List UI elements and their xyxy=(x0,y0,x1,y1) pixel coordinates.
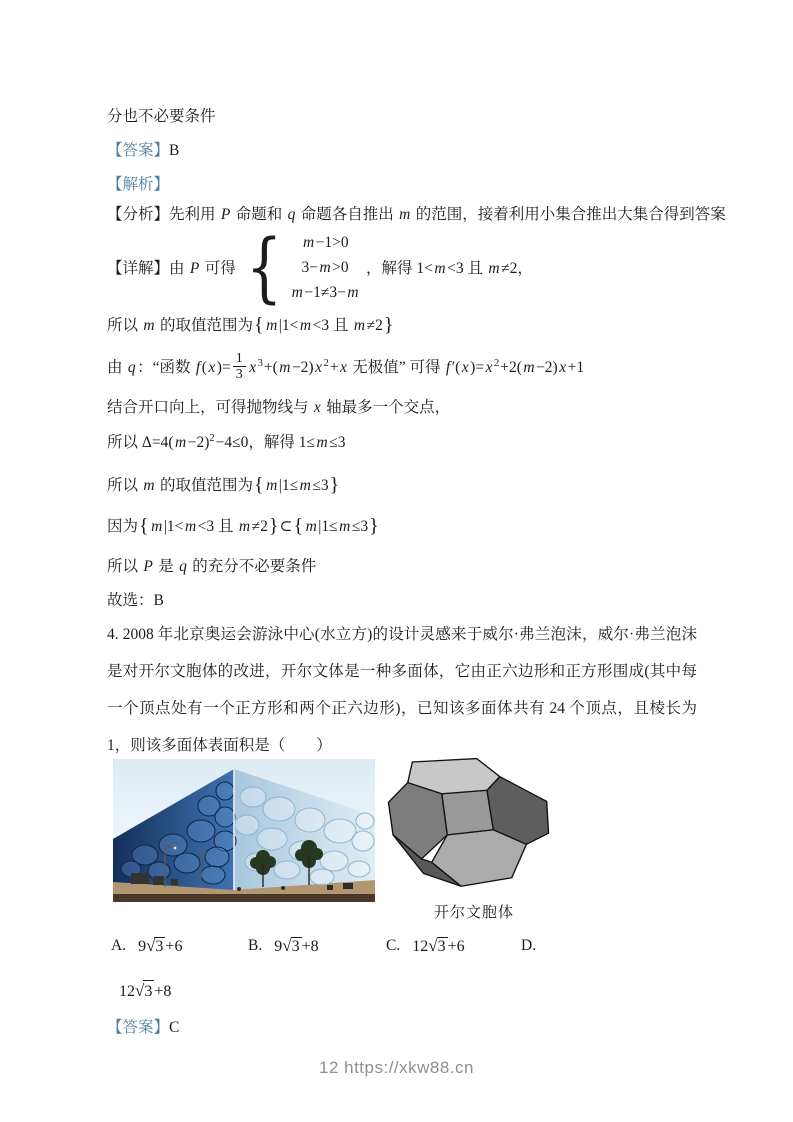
text-segment: 可得 xyxy=(200,260,236,277)
answer-value-q3: B xyxy=(169,142,180,159)
radicand: 3 xyxy=(437,938,446,955)
sqrt-radical-icon: √ xyxy=(146,936,156,955)
system-row-1 xyxy=(301,230,348,255)
text-segment: 所以 xyxy=(107,317,142,334)
answer-line-q4 xyxy=(107,1017,697,1039)
text-segment: m xyxy=(305,518,317,535)
text-segment: m xyxy=(353,317,366,334)
text-segment: 由 xyxy=(169,260,189,277)
constant-term: +8 xyxy=(154,983,172,1000)
text-segment: 轴最多一个交点， xyxy=(322,399,451,416)
text-segment: ≤3 xyxy=(312,477,329,494)
range-line-2 xyxy=(107,472,697,499)
radicand: 3 xyxy=(155,938,164,955)
kelvin-cell-figure xyxy=(379,750,569,922)
range-line-1 xyxy=(107,312,697,339)
text-segment: <3 且 xyxy=(197,518,238,535)
text-segment: { xyxy=(293,515,304,537)
text-segment: 2 xyxy=(493,358,500,369)
text-segment: } xyxy=(268,515,279,537)
q-line-suffix xyxy=(248,355,584,377)
text-segment: 因为 xyxy=(107,518,139,535)
text-segment: x xyxy=(313,399,321,416)
sqrt-radical-icon: √ xyxy=(135,981,145,1000)
text-segment: 3− xyxy=(301,258,318,276)
text-segment: −1≠3− xyxy=(304,283,346,301)
text-segment: f xyxy=(445,359,451,376)
text-segment: P xyxy=(143,558,153,575)
system-row-3 xyxy=(290,280,360,305)
text-segment: { xyxy=(253,474,264,496)
page-footer: 12 https://xkw88.cn xyxy=(318,1058,475,1077)
system-row-2 xyxy=(301,255,348,280)
text-segment: q xyxy=(127,359,136,376)
text-segment: −2) xyxy=(187,434,210,451)
text-segment: { xyxy=(139,515,149,537)
text-segment: m xyxy=(434,260,446,277)
text-segment: )= xyxy=(470,359,485,376)
text-segment: m xyxy=(291,283,303,301)
option-a-formula xyxy=(138,936,182,956)
text-segment: 先利用 xyxy=(169,206,220,223)
text-segment: m xyxy=(316,434,328,451)
text-segment: m xyxy=(151,518,163,535)
text-segment: m xyxy=(319,258,331,276)
option-d-formula-line xyxy=(119,980,697,1003)
text-segment: m xyxy=(299,317,312,334)
parabola-line xyxy=(107,397,697,419)
sqrt-radical-icon: √ xyxy=(428,936,438,955)
text-segment: 结合开口向上，可得抛物线与 xyxy=(107,399,313,416)
text-segment: m xyxy=(299,477,311,494)
text-segment: ，解得 1< xyxy=(366,260,433,277)
radicand: 3 xyxy=(143,980,154,1003)
subset-line xyxy=(107,513,697,540)
text-segment: x xyxy=(208,359,216,376)
text-segment: −4≤0，解得 1≤ xyxy=(215,434,315,451)
text-segment: 2 xyxy=(209,433,215,444)
text-segment: ′( xyxy=(451,359,461,376)
text-segment: q xyxy=(287,206,296,223)
text-segment: )= xyxy=(216,359,231,376)
option-c-formula xyxy=(412,936,464,956)
system-prefix xyxy=(169,256,236,278)
text-segment: } xyxy=(329,474,340,496)
option-c xyxy=(386,936,521,956)
fraction-numerator: 1 xyxy=(233,351,246,367)
line-sufficiency-tail: 分也不必要条件 xyxy=(107,108,216,125)
fraction-one-third xyxy=(233,351,246,382)
text-segment: |1≤ xyxy=(318,518,338,535)
text-segment: 命题各自推出 xyxy=(296,206,398,223)
fenxi-label: 【分析】 xyxy=(107,206,170,223)
text-segment: f xyxy=(195,359,201,376)
text-segment: x xyxy=(559,359,567,376)
text-segment: 所以 xyxy=(107,477,142,494)
text-segment: + xyxy=(329,359,339,376)
text-segment: |1< xyxy=(163,518,184,535)
text-segment: m xyxy=(279,359,291,376)
text-segment: 由 xyxy=(107,359,127,376)
text-segment: ≤3 xyxy=(329,434,346,451)
constant-term: +6 xyxy=(165,938,183,955)
page-content xyxy=(107,100,726,1039)
text-segment: P xyxy=(189,260,200,277)
text-segment: m xyxy=(184,518,197,535)
text-segment: m xyxy=(266,477,278,494)
delta-line xyxy=(107,425,697,456)
question-4-figures xyxy=(107,756,697,921)
xiangjie-label: 【详解】 xyxy=(107,260,170,277)
option-d xyxy=(521,936,548,956)
radicand: 3 xyxy=(291,938,300,955)
text-segment: m xyxy=(488,260,500,277)
option-d-formula xyxy=(119,980,171,1003)
coefficient: 12 xyxy=(119,983,135,1000)
text-segment: m xyxy=(266,317,278,334)
text-segment: 所以 Δ=4( xyxy=(107,434,174,451)
coefficient: 9 xyxy=(138,938,147,955)
coefficient: 12 xyxy=(412,938,429,955)
text-segment: +1 xyxy=(567,359,585,376)
text-segment: m xyxy=(143,477,155,494)
options-row xyxy=(111,936,697,956)
answer-label: 【答案】 xyxy=(107,1019,170,1036)
analysis-header-q3 xyxy=(107,174,697,196)
text-segment: x xyxy=(461,359,469,376)
text-segment: } xyxy=(383,314,394,336)
fenxi-text xyxy=(169,206,726,223)
text-segment: q xyxy=(179,558,187,575)
text-segment: 无极值” 可得 xyxy=(348,359,445,376)
text-segment: x xyxy=(339,359,347,376)
text-segment: 的充分不必要条件 xyxy=(188,558,317,575)
text-segment: P xyxy=(220,206,231,223)
left-brace: { xyxy=(245,222,283,311)
truncated-octahedron-icon xyxy=(382,750,566,900)
constant-term: +8 xyxy=(301,938,319,955)
question-4-stem: 4. 2008 年北京奥运会游泳中心(水立方)的设计灵感来于威尔·弗兰泡沫，威尔·弗兰泡沫是对开尔文胞体的改进，开尔文体是一种多面体，它由正六边形和正方形围成(其中每一个顶点处有一个正方形和两个正六边形)，已知该多面体共有 24 个顶点，且棱长为 1，则该多面体表面积是（ ） xyxy=(107,626,697,754)
answer-label: 【答案】 xyxy=(107,142,170,159)
text-segment: x xyxy=(485,359,493,376)
inequality-system xyxy=(290,230,360,305)
answer-line-q3 xyxy=(107,140,697,162)
option-d-label: D. xyxy=(521,937,537,954)
text-segment: m xyxy=(339,518,351,535)
text-segment: 的取值范围为 xyxy=(156,477,253,494)
option-a-label: A. xyxy=(111,937,127,954)
text-segment: 是 xyxy=(154,558,178,575)
option-b-formula xyxy=(274,936,318,956)
text-segment: m xyxy=(399,206,411,223)
text-segment: 所以 xyxy=(107,558,142,575)
choose-line-q3: 故选：B xyxy=(107,592,164,609)
fraction-denominator: 3 xyxy=(235,366,243,382)
text-segment: +( xyxy=(263,359,278,376)
water-cube-photo xyxy=(113,759,375,902)
text-segment: −1>0 xyxy=(315,233,349,251)
constant-term: +6 xyxy=(447,938,465,955)
text-segment: x xyxy=(249,359,257,376)
text-segment: >0 xyxy=(332,258,349,276)
option-b-label: B. xyxy=(248,937,263,954)
text-segment: ≤3 xyxy=(351,518,369,535)
text-segment: <3 且 xyxy=(312,317,353,334)
text-segment: } xyxy=(369,515,379,537)
text-segment: −2) xyxy=(536,359,558,376)
text-segment: ≠2， xyxy=(501,260,533,277)
text-segment: 3 xyxy=(257,358,263,369)
text-segment: 命题和 xyxy=(231,206,287,223)
q-condition-line xyxy=(107,343,697,389)
text-segment: ：“函数 xyxy=(137,359,195,376)
text-segment: x xyxy=(315,359,322,376)
text-segment: m xyxy=(238,518,251,535)
text-segment: +2( xyxy=(500,359,522,376)
analysis-label: 【解析】 xyxy=(107,176,170,193)
conclusion-line xyxy=(107,556,697,578)
text-segment: 的范围，接着利用小集合推出大集合得到答案 xyxy=(411,206,726,223)
text-segment: m xyxy=(523,359,535,376)
text-segment: ( xyxy=(201,359,207,376)
text-segment: ≠2 xyxy=(366,317,383,334)
q-line-prefix xyxy=(107,355,231,377)
text-segment: 2 xyxy=(323,358,329,369)
fenxi-line-q3 xyxy=(107,204,726,226)
text-segment: −2) xyxy=(291,359,314,376)
text-segment: { xyxy=(253,314,264,336)
option-b xyxy=(248,936,386,956)
figure-caption: 开尔文胞体 xyxy=(433,905,514,921)
text-segment: ≠2 xyxy=(251,518,268,535)
text-segment: |1≤ xyxy=(278,477,299,494)
option-c-label: C. xyxy=(386,937,401,954)
text-segment: 的取值范围为 xyxy=(156,317,253,334)
sqrt-radical-icon: √ xyxy=(282,936,292,955)
system-suffix xyxy=(366,256,533,278)
text-segment: m xyxy=(175,434,187,451)
answer-value-q4: C xyxy=(169,1019,180,1036)
coefficient: 9 xyxy=(274,938,283,955)
text-segment: |1< xyxy=(278,317,299,334)
detail-system-line xyxy=(107,222,697,311)
option-a xyxy=(111,936,248,956)
text-segment: m xyxy=(347,283,359,301)
text-segment: m xyxy=(143,317,155,334)
text-segment: ⊂ xyxy=(279,518,293,535)
text-segment: <3 且 xyxy=(447,260,487,277)
text-segment: m xyxy=(302,233,315,251)
